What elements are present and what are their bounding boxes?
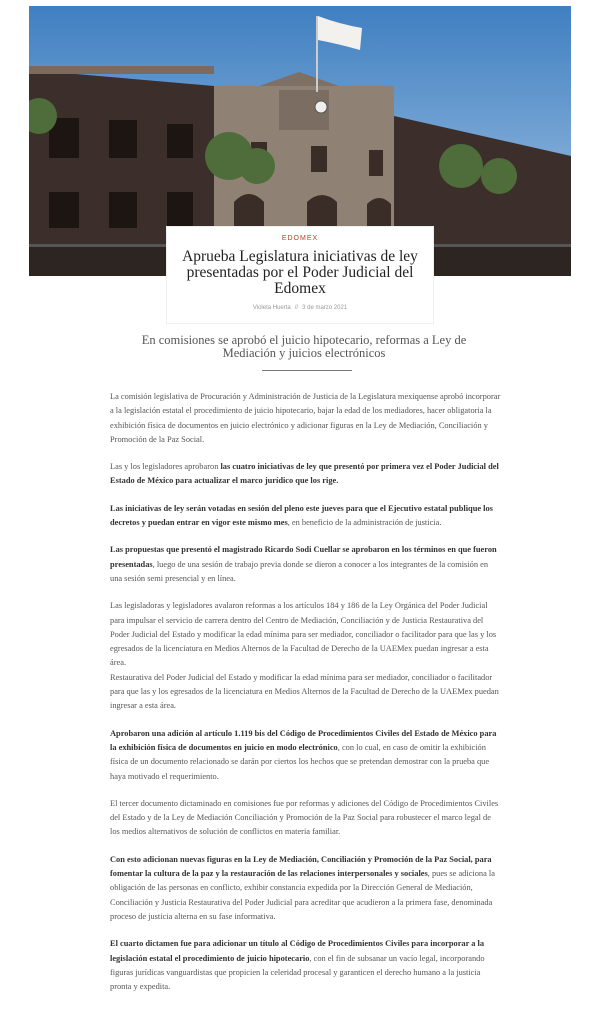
publish-date: 3 de marzo 2021 [302, 305, 348, 311]
author-name[interactable]: Violeta Huerta [252, 305, 291, 311]
paragraph: El tercer documento dictaminado en comisiones fue por reformas y adiciones del Código de Procedimientos Civiles del Estado y de la Ley de Mediación Conciliación y Promoción de la Paz Social para robustecer el marco legal de los medios alternativos de solución de conflictos en materia familiar. [110, 798, 499, 837]
paragraph: Las propuestas que presentó el magistrado Ricardo Sodi Cuellar se aprobaron en los términos en que fueron presentadas, luego de una sesión de trabajo previa donde se dieron a conocer a los integrantes de la comisión en una sesión semi presencial y en línea. [110, 545, 497, 583]
article-subtitle: En comisiones se aprobó el juicio hipotecario, reformas a Ley de Mediación y juicios electrónicos [141, 333, 467, 360]
paragraph: Las legisladoras y legisladores avalaron reformas a los artículos 184 y 186 de la Ley Orgánica del Poder Judicial para impulsar el servicio de carrera dentro del Centro de Mediación, Conciliación y de Justicia Restaurativa del Poder Judicial del Estado y modificar la edad mínima para ser mediador, conciliador o facilitador para que las y los egresados de la licenciatura en Medios Alternos de la Facultad de Derecho de la UAEMex puedan ingresar a esta área. [110, 601, 497, 668]
paragraph: Aprobaron una adición al artículo 1.119 bis del Código de Procedimientos Civiles del Estado de México para la exhibición física de documentos en juicio en modo electrónico, con lo cual, en caso de omitir la exhibición física de un documento relacionado se darán por ciertos los hechos que se pretendan demostrar con la prueba que haya motivado el requerimiento. [110, 728, 497, 781]
paragraph: Restaurativa del Poder Judicial del Estado y modificar la edad mínima para ser mediador, conciliador o facilitador para que las y los egresados de la licenciatura en Medios Alternos de la Facultad de Derecho de la UAEMex puedan ingresar a esta área. [110, 672, 499, 711]
paragraph: Las iniciativas de ley serán votadas en sesión del pleno este jueves para que el Ejecutivo estatal publique los decretos y puedan entrar en vigor este mismo mes, en beneficio de la administración de justicia. [110, 503, 493, 528]
article-header-card [166, 226, 434, 324]
paragraph: Con esto adicionan nuevas figuras en la Ley de Mediación, Conciliación y Promoción de la Paz Social, para fomentar la cultura de la paz y la restauración de las relaciones interpersonales y sociales, pues se adiciona la obligación de las personas en conflicto, exhibir constancia expedida por la Dirección General de Mediación, Conciliación y Justicia Restaurativa del Poder Judicial para acreditar que acudieron a la primera fase, denominada proceso de justicia alterna en su fase informativa. [110, 854, 495, 921]
article-title: Aprueba Legislatura iniciativas de ley presentadas por el Poder Judicial del Edomex [182, 248, 418, 297]
meta-separator: // [294, 305, 299, 311]
paragraph: El cuarto dictamen fue para adicionar un título al Código de Procedimientos Civiles para incorporar a la legislación estatal el procedimiento de juicio hipotecario, con el fin de subsanar un vacío legal, incorporando figuras jurídicas vanguardistas que propicien la celeridad procesal y garanticen el derecho humano a la justicia pronta y expedita. [110, 939, 485, 992]
divider [262, 370, 352, 371]
paragraph: Las y los legisladores aprobaron las cuatro iniciativas de ley que presentó por primera vez el Poder Judicial del Estado de México para actualizar el marco jurídico que los rige. [110, 462, 499, 486]
article-body [110, 390, 502, 1007]
paragraph: La comisión legislativa de Procuración y Administración de Justicia de la Legislatura mexiquense aprobó incorporar a la legislación estatal el procedimiento de juicio hipotecario, bajar la edad de los mediadores, hacer obligatoria la exhibición física de documentos en juicio electrónico y adicionar figuras en la Ley de Mediación, Conciliación y Promoción de la Paz Social. [110, 392, 501, 444]
category-link[interactable]: EDOMEX [281, 235, 319, 242]
article-meta [167, 305, 433, 311]
